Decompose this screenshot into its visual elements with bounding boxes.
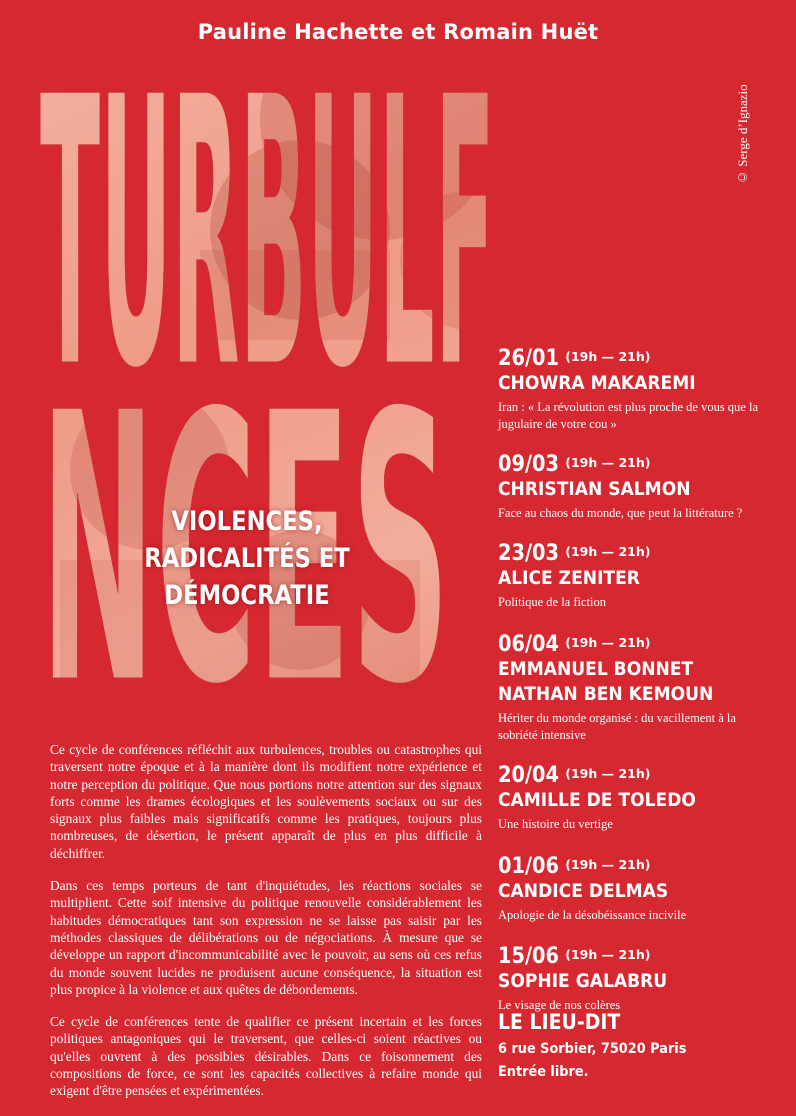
event-talk: Politique de la fiction xyxy=(498,594,606,609)
event-talk: Apologie de la désobéissance incivile xyxy=(498,907,687,922)
authors: Pauline Hachette et Romain Huët xyxy=(197,20,599,44)
event-item xyxy=(498,854,788,924)
event-time: (19h — 21h) xyxy=(565,766,651,781)
intro-paragraph: Dans ces temps porteurs de tant d'inquiétudes, les réactions sociales se multiplient. Cette soif intensive du politique renouvelle considérablement les habitudes démocratiques tant son expression ne se laisse pas saisir par les méthodes classiques de délibérations ou de négociations. À mesure que se développe un rapport d'incommunicabilité avec le pouvoir, au sens où ces refus du monde souvent lucides ne produisent aucune conséquence, la situation est plus propice à la violence et aux quêtes de débordements. xyxy=(50,878,482,997)
event-item xyxy=(498,452,788,522)
event-time: (19h — 21h) xyxy=(565,635,651,650)
venue-address: 6 rue Sorbier, 75020 Paris xyxy=(498,1041,687,1057)
event-talk: Iran : « La révolution est plus proche de vous que la jugulaire de votre cou » xyxy=(498,400,758,431)
event-date: 06/04 xyxy=(498,632,559,657)
event-time: (19h — 21h) xyxy=(565,856,651,872)
event-time: (19h — 21h) xyxy=(565,349,651,364)
event-speaker: CHOWRA MAKAREMI xyxy=(498,372,696,394)
venue-name: LE LIEU-DIT xyxy=(498,1010,621,1034)
event-talk: Une histoire du vertige xyxy=(498,817,613,831)
event-item xyxy=(498,346,788,432)
event-speaker: SOPHIE GALABRU xyxy=(498,970,668,992)
event-date: 20/04 xyxy=(498,763,559,788)
event-time: (19h — 21h) xyxy=(565,947,651,962)
event-item xyxy=(498,944,788,1014)
tagline xyxy=(134,503,361,614)
tagline-line: VIOLENCES, xyxy=(171,506,323,537)
event-speaker: EMMANUEL BONNET NATHAN BEN KEMOUN xyxy=(498,658,714,705)
intro-text xyxy=(50,741,482,1115)
event-speaker: ALICE ZENITER xyxy=(498,566,640,589)
title-line-2: NCES xyxy=(40,336,450,766)
title-line-1: TURBULF xyxy=(40,20,495,450)
photo-credit: © Serge d’Ignazio xyxy=(735,84,750,185)
event-talk: Hériter du monde organisé : du vacillement à la sobriété intensive xyxy=(498,711,736,742)
event-item xyxy=(498,541,788,611)
intro-paragraph: Ce cycle de conférences réfléchit aux turbulences, troubles ou catastrophes qui traversent notre époque et à la manière dont ils modifient notre expérience et notre perception du politique. Que nous portions notre attention sur des signaux forts comme les drames écologiques et les soulèvements sociaux ou sur des signaux plus faibles mais significatifs comme les pratiques, toujours plus nombreuses, de désertion, le présent apparaît de plus en plus difficile à déchiffrer. xyxy=(50,742,482,861)
event-item xyxy=(498,632,788,743)
event-speaker: CHRISTIAN SALMON xyxy=(498,478,691,500)
event-date: 26/01 xyxy=(498,346,559,371)
venue-block xyxy=(498,1010,788,1084)
intro-paragraph: Ce cycle de conférences tente de qualifier ce présent incertain et les forces politiques antagoniques qui le traversent, que celles-ci soient réactives ou qu'elles ouvrent à des possibles désirables. Dans ce foisonnement des compositions de force, ce sont les capacités collectives à refaire monde qui exigent d'être pensées et expérimentées. xyxy=(50,1014,482,1099)
event-date: 15/06 xyxy=(498,944,559,969)
event-date: 09/03 xyxy=(498,452,559,477)
tagline-line: DÉMOCRATIE xyxy=(164,580,330,611)
event-date: 01/06 xyxy=(498,853,559,879)
event-speaker: CAMILLE DE TOLEDO xyxy=(498,789,696,811)
event-talk: Face au chaos du monde, que peut la littérature ? xyxy=(498,506,743,520)
event-date: 23/03 xyxy=(498,540,559,566)
venue-entry: Entrée libre. xyxy=(498,1064,589,1080)
event-item xyxy=(498,763,788,833)
event-schedule xyxy=(498,346,788,1014)
tagline-line: RADICALITÉS ET xyxy=(144,543,350,574)
event-talk: Le visage de nos colères xyxy=(498,998,621,1012)
event-time: (19h — 21h) xyxy=(565,455,651,470)
event-speaker: CANDICE DELMAS xyxy=(498,879,669,902)
event-time: (19h — 21h) xyxy=(565,543,651,559)
